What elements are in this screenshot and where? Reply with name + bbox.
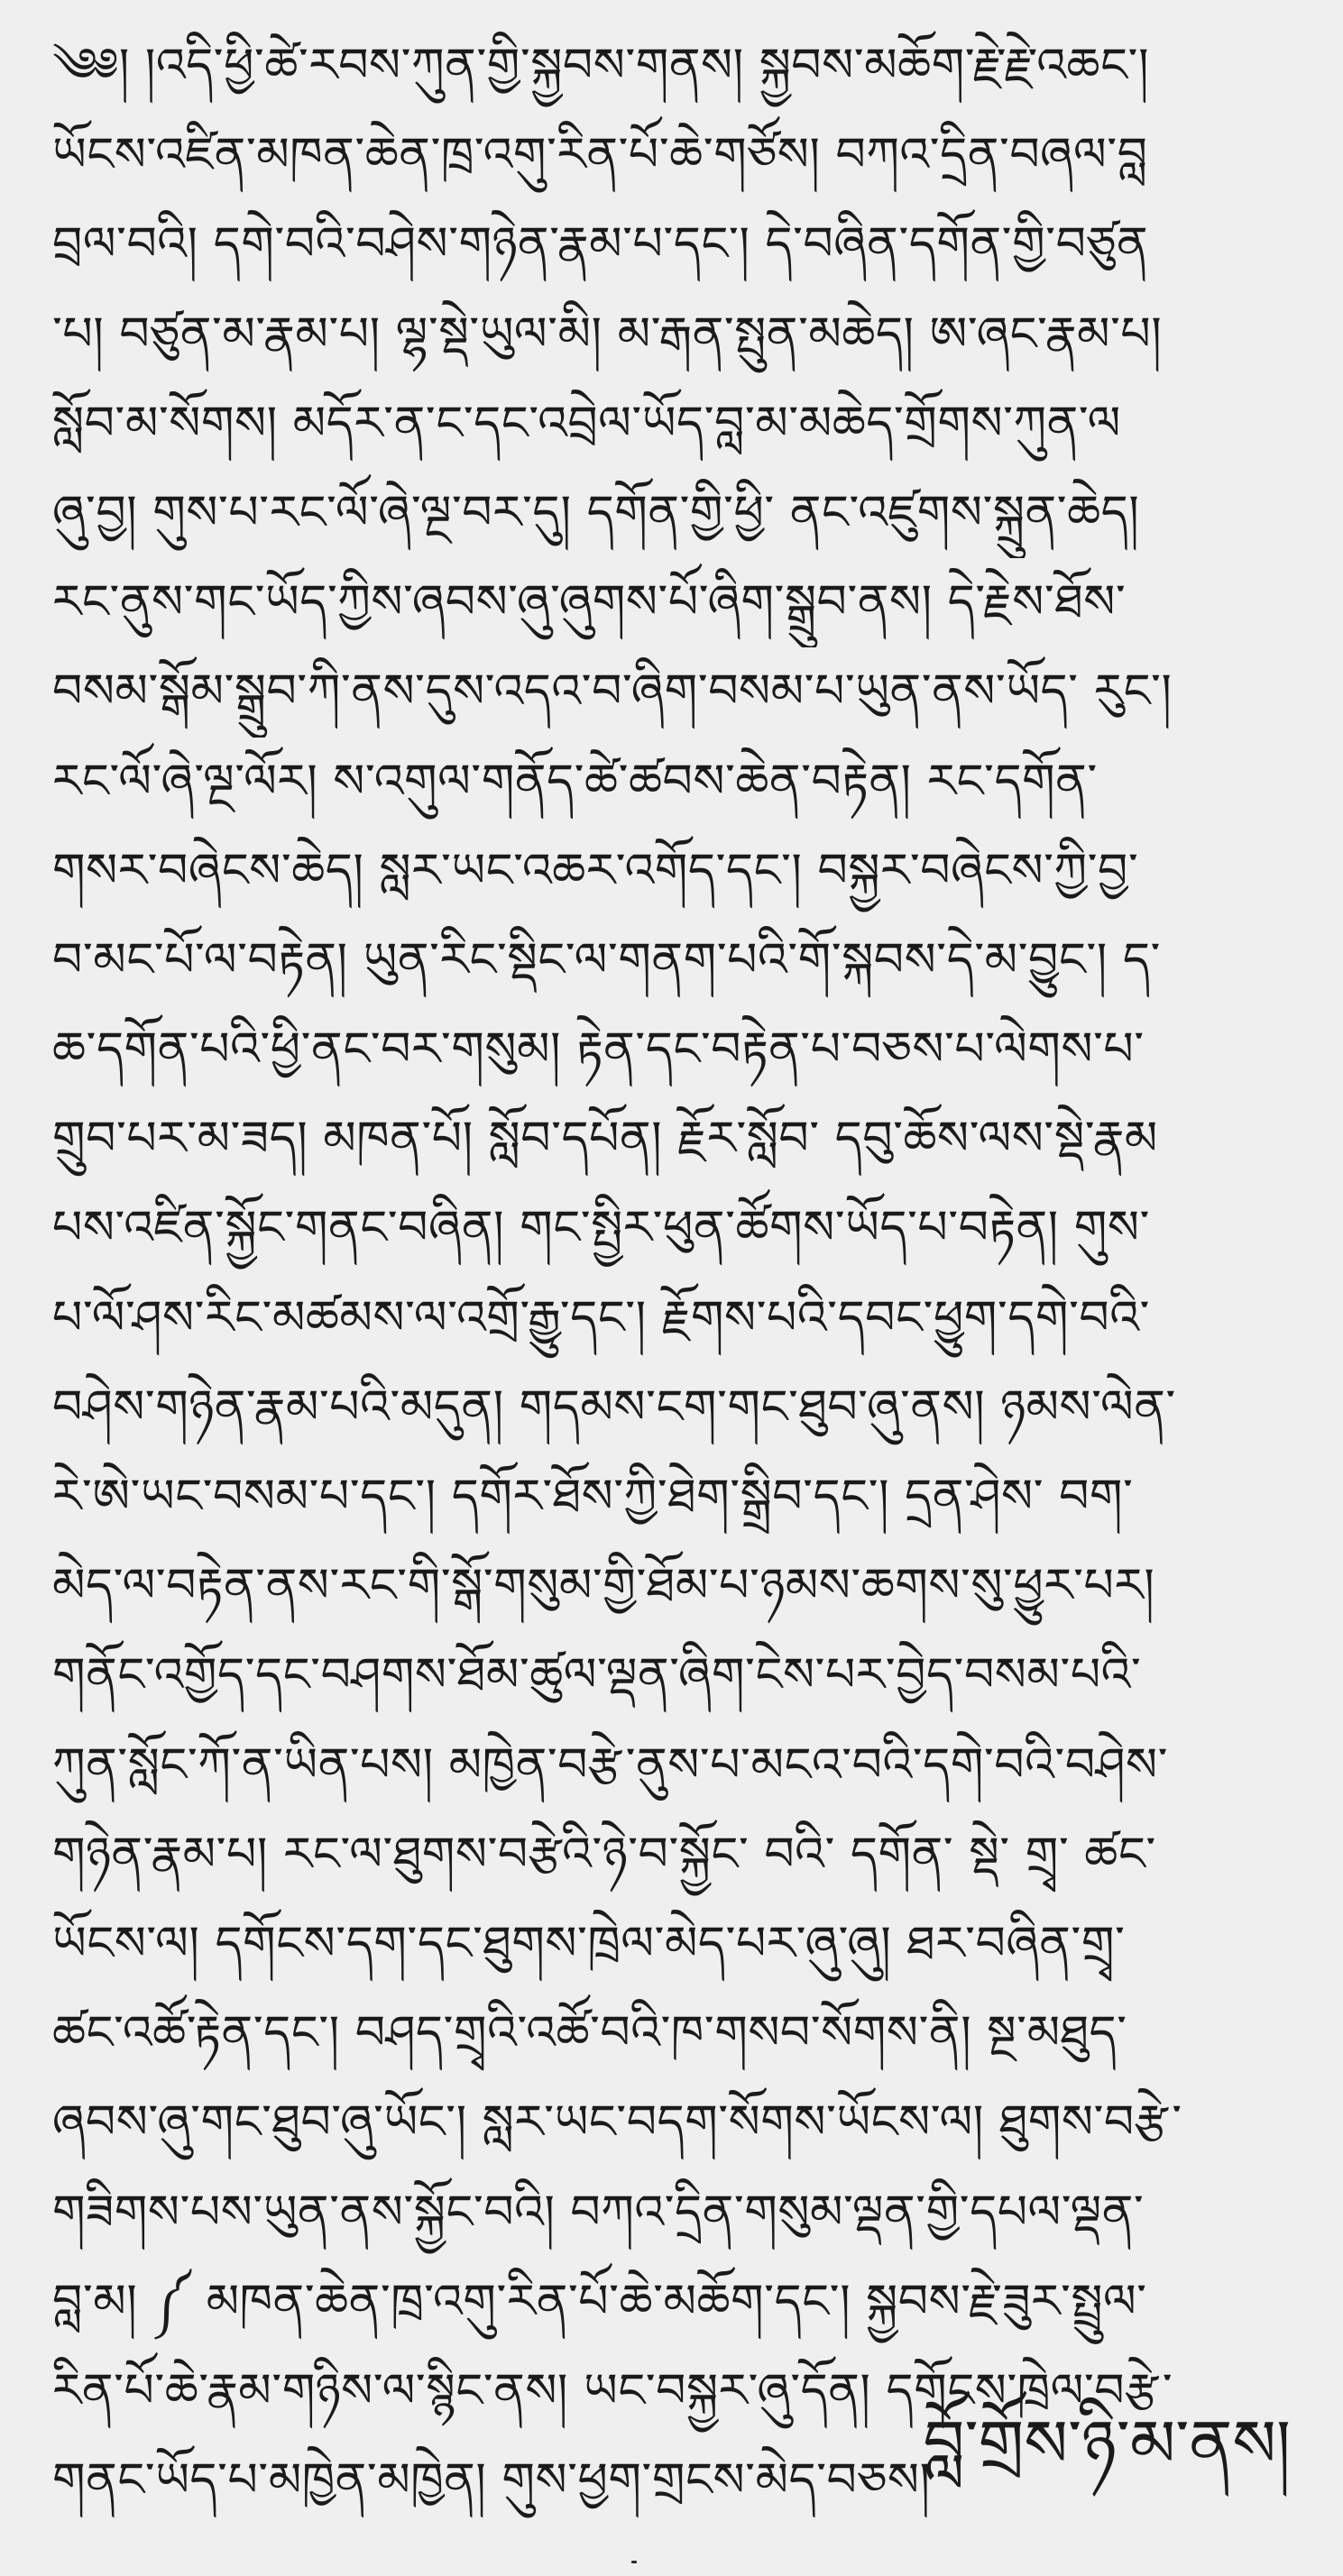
letter-text-line: བྲལ་བའི། དགེ་བའི་བཤེས་གཉེན་རྣམ་པ་དང་། དེ་བཞིན་དགོན་གྱི་བཙུན [52,217,1149,272]
letter-text-line: བླ་མ། ༼ མཁན་ཆེན་ཁྲ་འགུ་རིན་པོ་ཆེ་མཆོག་དང་། སྐྱབས་རྗེ་ཟུར་སྤྲུལ་ [52,2274,1147,2329]
letter-text-line: གཟིགས་པས་ཡུན་ནས་སྐྱོང་བའི། བཀའ་དྲིན་གསུམ་ལྡན་གྱི་དཔལ་ལྡན་ [52,2185,1145,2240]
letter-text-line: ཆ་དགོན་པའི་ཕྱི་ནང་བར་གསུམ། རྟེན་དང་བརྟེན་པ་བཅས་པ་ལེགས་པ་ [52,1022,1145,1077]
letter-text-line: རང་ལོ་ཞེ་ལྔ་ལོར། ས་འགུལ་གནོད་ཚེ་ཚབས་ཆེན་བརྟེན། རང་དགོན་ [52,754,1098,809]
letter-text-line: བསམ་སྒོམ་སྒྲུབ་ཀི་ནས་དུས་འདའ་བ་ཞིག་བསམ་པ་ཡུན་ནས་ཡོད་ རུང་། [52,665,1173,720]
footer-mark [631,2561,637,2563]
letter-text-line: གྲུབ་པར་མ་ཟད། མཁན་པོ། སློབ་དཔོན། རྗོར་སློབ་ དབུ་ཆོས་ལས་སྡེ་རྣམ [52,1112,1158,1167]
letter-text-line: ཀུན་སློང་ཀོ་ན་ཡིན་པས། མཁྱེན་བརྩེ་ནུས་པ་མངའ་བའི་དགེ་བའི་བཤེས་ [52,1737,1169,1792]
letter-text-line: ཡོངས་འཛིན་མཁན་ཆེན་ཁྲ་འགུ་རིན་པོ་ཆེ་གཙོས། བཀའ་དྲིན་བཞལ་བླ [52,128,1148,183]
letter-text-line: གནང་ཡོད་པ་མཁྱེན་མཁྱེན། གུས་ཕྱག་གྲངས་མེད་བཅས། [52,2453,931,2508]
letter-text-line: ཞུ་བྱ། གུས་པ་རང་ལོ་ཞེ་ལྔ་བར་དུ། དགོན་གྱི་ཕྱི་ ནང་འཛུགས་སྐྲུན་ཆེད། [52,485,1140,540]
letter-text-line: ཞབས་ཞུ་གང་ཐུབ་ཞུ་ཡོང་། སླར་ཡང་བདག་སོགས་ཡོངས་ལ། ཐུགས་བརྩེ་ [52,2095,1182,2150]
letter-text-line: རང་ནུས་གང་ཡོད་ཀྱིས་ཞབས་ཞུ་ཞུགས་པོ་ཞིག་སྒྲུབ་ནས། དེ་རྗེས་ཐོས་ [52,575,1127,630]
letter-text-line: པས་འཛིན་སྐྱོང་གནང་བཞིན། གང་སྤྱིར་ཕུན་ཚོགས་ཡོད་པ་བརྟེན། གུས་ [52,1201,1150,1256]
letter-text-line: ༄༅། །འདི་ཕྱི་ཚེ་རབས་ཀུན་གྱི་སྐྱབས་གནས། སྐྱབས་མཆོག་རྗེ་རྗེ་འཆང་། [52,39,1150,93]
letter-text-line: མེད་ལ་བརྟེན་ནས་རང་གི་སྒོ་གསུམ་གྱི་ཐོམ་པ་ཉམས་ཆགས་སུ་ཕྱུར་པར། [52,1559,1155,1614]
letter-text-line: རིན་པོ་ཆེ་རྣམ་གཉིས་ལ་སྙིང་ནས། ཡང་བསྐྱར་ཞུ་དོན། དགོངས་ཁྲེལ་བརྩེ་ [52,2363,1173,2418]
letter-text-line: བ་མང་པོ་ལ་བརྟེན། ཡུན་རིང་སྡིང་ལ་གནག་པའི་གོ་སྐབས་དེ་མ་བྱུང་། ད་ [52,932,1161,987]
letter-text-line: གནོང་འགྱོད་དང་བཤགས་ཐོམ་ཚུལ་ལྡན་ཞིག་ངེས་པར་བྱེད་བསམ་པའི་ [52,1648,1142,1703]
letter-body [52,22,1291,2526]
letter-text-line: བཤེས་གཉེན་རྣམ་པའི་མདུན། གདམས་ངག་གང་ཐུབ་ཞུ་ནས། ཉམས་ལེན་ [52,1380,1176,1435]
letter-text-line: པ་ལོ་ཤས་རིང་མཚམས་ལ་འགྲོ་རྒྱུ་དང་། རྗོགས་པའི་དབང་ཕྱུག་དགེ་བའི་ [52,1290,1150,1345]
letter-text-line: གསར་བཞེངས་ཆེད། སླར་ཡང་འཆར་འགོད་དང་། བསྐྱར་བཞེངས་ཀྱི་བྱ་ [52,843,1139,898]
letter-text-line: ཡོངས་ལ། དགོངས་དག་དང་ཐུགས་ཁྲེལ་མེད་པར་ཞུ་ཞུ། ཐར་བཞིན་གྲྭ་ [52,1916,1126,1971]
letter-text-line: ཚང་འཚོ་རྟེན་དང་། བཤད་གྲྭའི་འཚོ་བའི་ཁ་གསབ་སོགས་ནི། སྔ་མཐུད་ [52,2006,1127,2061]
signature: བློ་གྲོས་ཉི་མ་ནས། [923,2406,1291,2481]
letter-text-line: གཉེན་རྣམ་པ། རང་ལ་ཐུགས་བརྩེའི་ཉེ་བ་སྐྱོང་ བའི་ དགོན་ སྡེ་ གྲྭ་ ཚང་ [52,1827,1156,1882]
letter-text-line: རེ་ཨེ་ཡང་བསམ་པ་དང་། དགོར་ཐོས་ཀྱི་ཐེག་སྒྲིབ་དང་། དྲན་ཤེས་ བག་ [52,1470,1134,1524]
letter-text-line: ་པ། བཙུན་མ་རྣམ་པ། ལྷ་སྡེ་ཡུལ་མི། མ་རྒན་སྤུན་མཆེད། ཨ་ཞང་རྣམ་པ། [52,307,1163,362]
letter-text-line: སློབ་མ་སོགས། མདོར་ན་ང་དང་འབྲེལ་ཡོད་བླ་མ་མཆེད་གྲོགས་ཀུན་ལ [52,396,1121,451]
